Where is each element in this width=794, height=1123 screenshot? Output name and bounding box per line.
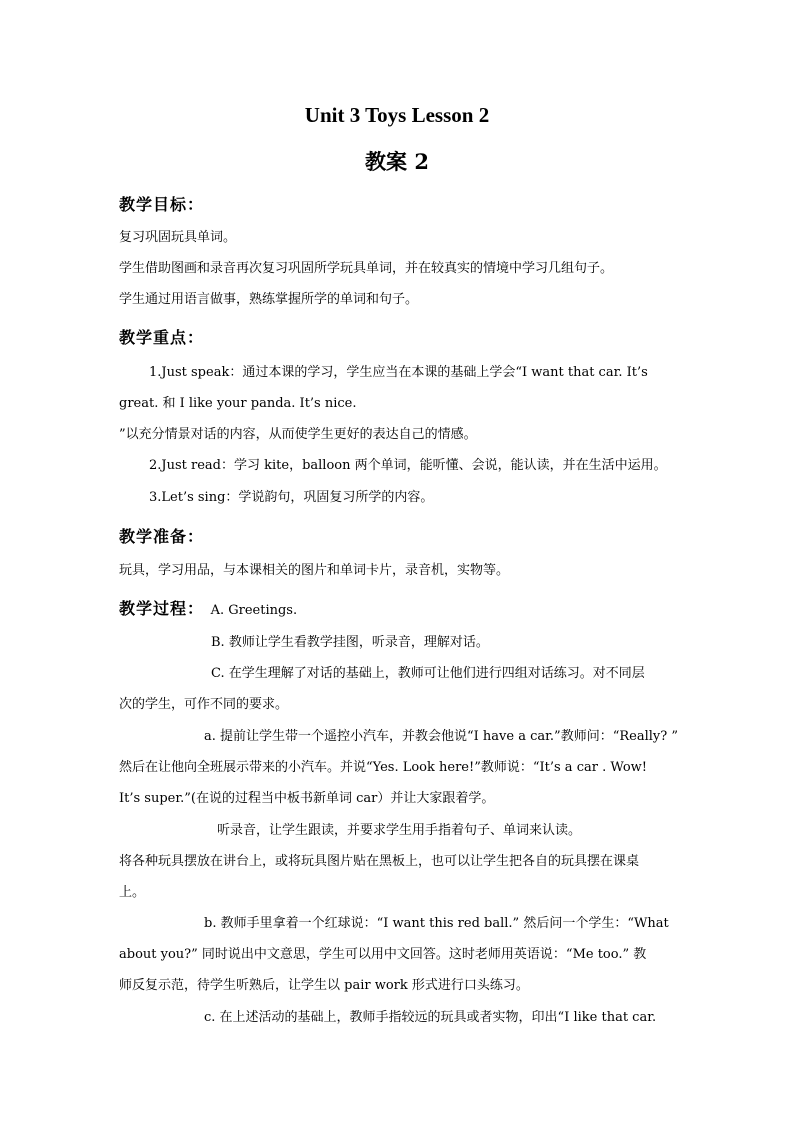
process-line-8: 将各种玩具摆放在讲台上，或将玩具图片贴在黑板上，也可以让学生把各自的玩具摆在课桌 bbox=[119, 854, 640, 869]
process-step-a: A. Greetings. bbox=[210, 603, 298, 618]
process-heading-label: 教学过程： bbox=[119, 599, 205, 618]
process-line-2: C. 在学生理解了对话的基础上，教师可让他们进行四组对话练习。对不同层 bbox=[211, 666, 645, 681]
document-subtitle: 教案 2 bbox=[365, 149, 429, 174]
process-heading bbox=[119, 596, 297, 619]
process-line-11: about you?” 同时说出中文意思，学生可以用中文回答。这时老师用英语说：“Me too.” 教 bbox=[119, 947, 647, 962]
preparation-heading: 教学准备： bbox=[119, 527, 205, 546]
key-point-line-4: 2.Just read：学习 kite，balloon 两个单词，能听懂、会说，能认读，并在生活中运用。 bbox=[149, 458, 667, 473]
objectives-heading: 教学目标： bbox=[119, 195, 205, 214]
document-title: Unit 3 Toys Lesson 2 bbox=[304, 103, 490, 127]
process-line-7: 听录音，让学生跟读，并要求学生用手指着句子、单词来认读。 bbox=[217, 823, 582, 838]
process-line-4: a. 提前让学生带一个遥控小汽车，并教会他说“I have a car.”教师问：“Really? ” bbox=[204, 729, 678, 744]
key-point-line-2: great. 和 I like your panda. It’s nice. bbox=[119, 396, 357, 411]
objective-line-2: 学生借助图画和录音再次复习巩固所学玩具单词，并在较真实的情境中学习几组句子。 bbox=[119, 261, 614, 276]
process-line-6: It’s super.”(在说的过程当中板书新单词 car）并让大家跟着学。 bbox=[119, 791, 495, 806]
preparation-line-1: 玩具，学习用品，与本课相关的图片和单词卡片，录音机，实物等。 bbox=[119, 563, 510, 578]
process-line-5: 然后在让他向全班展示带来的小汽车。并说“Yes. Look here!”教师说：“It’s a car . Wow! bbox=[119, 760, 647, 775]
process-line-13: c. 在上述活动的基础上，教师手指较远的玩具或者实物，印出“I like that car. bbox=[204, 1010, 657, 1025]
key-point-line-5: 3.Let’s sing：学说韵句，巩固复习所学的内容。 bbox=[149, 490, 434, 505]
process-line-12: 师反复示范，待学生听熟后，让学生以 pair work 形式进行口头练习。 bbox=[119, 978, 529, 993]
key-point-line-1: 1.Just speak：通过本课的学习，学生应当在本课的基础上学会“I want that car. It’s bbox=[149, 365, 648, 380]
process-line-10: b. 教师手里拿着一个红球说：“I want this red ball.” 然后问一个学生：“What bbox=[204, 916, 669, 931]
process-line-3: 次的学生，可作不同的要求。 bbox=[119, 697, 289, 712]
key-point-line-3: ”以充分情景对话的内容，从而使学生更好的表达自己的情感。 bbox=[119, 427, 477, 442]
process-line-9: 上。 bbox=[119, 885, 146, 900]
objective-line-1: 复习巩固玩具单词。 bbox=[119, 230, 237, 245]
key-points-heading: 教学重点： bbox=[119, 328, 205, 347]
process-line-1: B. 教师让学生看教学挂图，听录音，理解对话。 bbox=[211, 635, 489, 650]
objective-line-3: 学生通过用语言做事，熟练掌握所学的单词和句子。 bbox=[119, 292, 419, 307]
